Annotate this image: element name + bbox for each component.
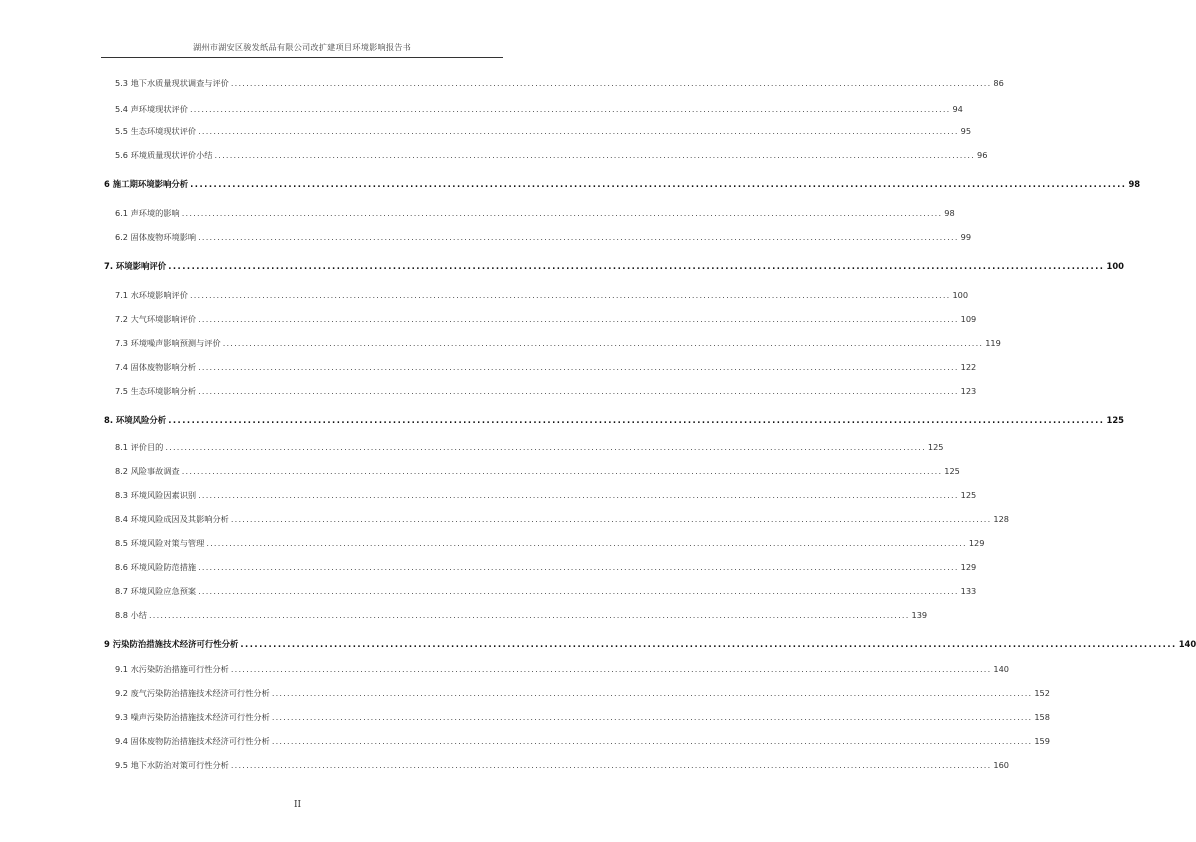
dot-leader: ........................................................................................................................................................................................................ xyxy=(222,338,984,348)
toc-section-entry[interactable] xyxy=(115,206,955,218)
toc-entry-page-number: 125 xyxy=(1106,415,1124,425)
toc-section-entry[interactable] xyxy=(115,124,972,136)
toc-entry-label: 6.2 固体废物环境影响 xyxy=(115,232,197,242)
toc-entry-label: 8.4 环境风险成因及其影响分析 xyxy=(115,514,229,524)
toc-entry-page-number: 125 xyxy=(944,466,960,476)
toc-entry-label: 8.5 环境风险对策与管理 xyxy=(115,538,205,548)
dot-leader: ........................................................................................................................................................................................................ xyxy=(230,514,992,524)
toc-entry-label: 8.1 评价目的 xyxy=(115,442,164,452)
toc-entry-page-number: 140 xyxy=(993,664,1010,674)
dot-leader: ........................................................................................................................................................................................................ xyxy=(230,664,992,674)
toc-entry-page-number: 128 xyxy=(993,514,1010,524)
toc-entry-label: 8. 环境风险分析 xyxy=(104,415,167,425)
toc-entry-page-number: 158 xyxy=(1034,712,1050,722)
dot-leader: ........................................................................................................................................................................................................ xyxy=(189,104,951,114)
toc-section-entry[interactable] xyxy=(115,560,977,572)
dot-leader: ........................................................................................................................................................................................................ xyxy=(198,314,959,324)
toc-entry-label: 8.8 小结 xyxy=(115,610,147,620)
dot-leader: ........................................................................................................................................................................................................ xyxy=(198,232,959,242)
dot-leader: ........................................................................................................................................................................................................ xyxy=(198,362,959,372)
dot-leader: ........................................................................................................................................................................................................ xyxy=(198,386,959,396)
toc-section-entry[interactable] xyxy=(115,584,977,596)
toc-entry-page-number: 109 xyxy=(960,314,977,324)
toc-section-entry[interactable] xyxy=(115,360,977,372)
toc-entry-label: 7. 环境影响评价 xyxy=(104,261,167,271)
toc-section-entry[interactable] xyxy=(115,758,1010,770)
dot-leader: ........................................................................................................................................................................................................ xyxy=(206,538,967,548)
dot-leader: ........................................................................................................................................................................................................ xyxy=(198,562,959,572)
toc-section-entry[interactable] xyxy=(115,148,988,160)
toc-entry-label: 7.4 固体废物影响分析 xyxy=(115,362,197,372)
toc-section-entry[interactable] xyxy=(115,686,1050,698)
toc-section-entry[interactable] xyxy=(115,734,1050,746)
dot-leader: ........................................................................................................................................................................................................ xyxy=(181,208,943,218)
toc-entry-label: 9 污染防治措施技术经济可行性分析 xyxy=(104,639,239,649)
toc-section-entry[interactable] xyxy=(115,488,977,500)
toc-entry-page-number: 125 xyxy=(960,490,977,500)
toc-section-entry[interactable] xyxy=(115,288,969,300)
dot-leader: ........................................................................................................................................................................................................ xyxy=(271,736,1033,746)
toc-section-entry[interactable] xyxy=(115,76,1004,88)
dot-leader: ........................................................................................................................................................................................................ xyxy=(271,688,1033,698)
dot-leader: ........................................................................................................................................................................................................ xyxy=(190,179,1127,189)
page-number: II xyxy=(293,800,302,810)
dot-leader: ........................................................................................................................................................................................................ xyxy=(181,466,943,476)
toc-chapter-entry[interactable] xyxy=(104,177,1141,189)
dot-leader: ........................................................................................................................................................................................................ xyxy=(189,290,951,300)
toc-section-entry[interactable] xyxy=(115,384,977,396)
toc-entry-page-number: 160 xyxy=(993,760,1010,770)
toc-entry-page-number: 139 xyxy=(911,610,928,620)
toc-entry-label: 5.6 环境质量现状评价小结 xyxy=(115,150,213,160)
toc-entry-page-number: 152 xyxy=(1034,688,1050,698)
dot-leader: ........................................................................................................................................................................................................ xyxy=(149,610,910,620)
toc-entry-label: 9.2 废气污染防治措施技术经济可行性分析 xyxy=(115,688,270,698)
toc-section-entry[interactable] xyxy=(115,464,960,476)
dot-leader: ........................................................................................................................................................................................................ xyxy=(230,78,992,88)
dot-leader: ........................................................................................................................................................................................................ xyxy=(198,586,959,596)
dot-leader: ........................................................................................................................................................................................................ xyxy=(214,150,976,160)
toc-section-entry[interactable] xyxy=(115,608,928,620)
dot-leader: ........................................................................................................................................................................................................ xyxy=(168,415,1105,425)
toc-entry-page-number: 95 xyxy=(960,126,972,136)
toc-entry-page-number: 98 xyxy=(944,208,955,218)
toc-entry-label: 6 施工期环境影响分析 xyxy=(104,179,189,189)
dot-leader: ........................................................................................................................................................................................................ xyxy=(198,490,959,500)
toc-entry-label: 7.5 生态环境影响分析 xyxy=(115,386,197,396)
toc-entry-page-number: 98 xyxy=(1128,179,1141,189)
toc-section-entry[interactable] xyxy=(115,710,1050,722)
toc-entry-page-number: 133 xyxy=(960,586,977,596)
toc-entry-label: 8.6 环境风险防范措施 xyxy=(115,562,197,572)
toc-section-entry[interactable] xyxy=(115,336,1001,348)
toc-entry-label: 7.2 大气环境影响评价 xyxy=(115,314,197,324)
toc-entry-page-number: 123 xyxy=(960,386,977,396)
toc-entry-label: 9.1 水污染防治措施可行性分析 xyxy=(115,664,229,674)
toc-entry-label: 8.2 风险事故调查 xyxy=(115,466,180,476)
toc-entry-page-number: 159 xyxy=(1034,736,1050,746)
running-header: 湖州市湖安区骏发纸品有限公司改扩建项目环境影响报告书 xyxy=(192,42,412,52)
toc-entry-label: 9.5 地下水防治对策可行性分析 xyxy=(115,760,229,770)
dot-leader: ........................................................................................................................................................................................................ xyxy=(198,126,959,136)
dot-leader: ........................................................................................................................................................................................................ xyxy=(240,639,1177,649)
toc-section-entry[interactable] xyxy=(115,102,963,114)
toc-chapter-entry[interactable] xyxy=(104,413,1124,425)
dot-leader: ........................................................................................................................................................................................................ xyxy=(165,442,926,452)
toc-chapter-entry[interactable] xyxy=(104,259,1124,271)
toc-entry-label: 6.1 声环境的影响 xyxy=(115,208,180,218)
dot-leader: ........................................................................................................................................................................................................ xyxy=(271,712,1033,722)
toc-entry-label: 8.3 环境风险因素识别 xyxy=(115,490,197,500)
toc-entry-label: 7.3 环境噪声影响预测与评价 xyxy=(115,338,221,348)
toc-entry-page-number: 119 xyxy=(985,338,1001,348)
toc-entry-page-number: 140 xyxy=(1178,639,1196,649)
toc-entry-label: 9.3 噪声污染防治措施技术经济可行性分析 xyxy=(115,712,270,722)
toc-chapter-entry[interactable] xyxy=(104,637,1196,649)
toc-entry-label: 7.1 水环境影响评价 xyxy=(115,290,188,300)
toc-entry-page-number: 99 xyxy=(960,232,972,242)
toc-entry-label: 5.3 地下水质量现状调查与评价 xyxy=(115,78,229,88)
toc-entry-page-number: 125 xyxy=(927,442,944,452)
toc-entry-page-number: 94 xyxy=(952,104,963,114)
toc-entry-label: 8.7 环境风险应急预案 xyxy=(115,586,197,596)
toc-section-entry[interactable] xyxy=(115,512,1010,524)
toc-section-entry[interactable] xyxy=(115,440,944,452)
dot-leader: ........................................................................................................................................................................................................ xyxy=(230,760,992,770)
toc-section-entry[interactable] xyxy=(115,312,977,324)
toc-entry-page-number: 86 xyxy=(993,78,1004,88)
toc-entry-page-number: 129 xyxy=(968,538,985,548)
toc-section-entry[interactable] xyxy=(115,536,985,548)
toc-entry-page-number: 100 xyxy=(952,290,969,300)
toc-entry-label: 5.4 声环境现状评价 xyxy=(115,104,188,114)
toc-entry-label: 9.4 固体废物防治措施技术经济可行性分析 xyxy=(115,736,270,746)
toc-entry-page-number: 129 xyxy=(960,562,977,572)
toc-section-entry[interactable] xyxy=(115,230,972,242)
toc-entry-page-number: 122 xyxy=(960,362,977,372)
toc-entry-label: 5.5 生态环境现状评价 xyxy=(115,126,197,136)
toc-section-entry[interactable] xyxy=(115,662,1010,674)
toc-entry-page-number: 96 xyxy=(977,150,988,160)
toc-entry-page-number: 100 xyxy=(1106,261,1124,271)
dot-leader: ........................................................................................................................................................................................................ xyxy=(168,261,1105,271)
